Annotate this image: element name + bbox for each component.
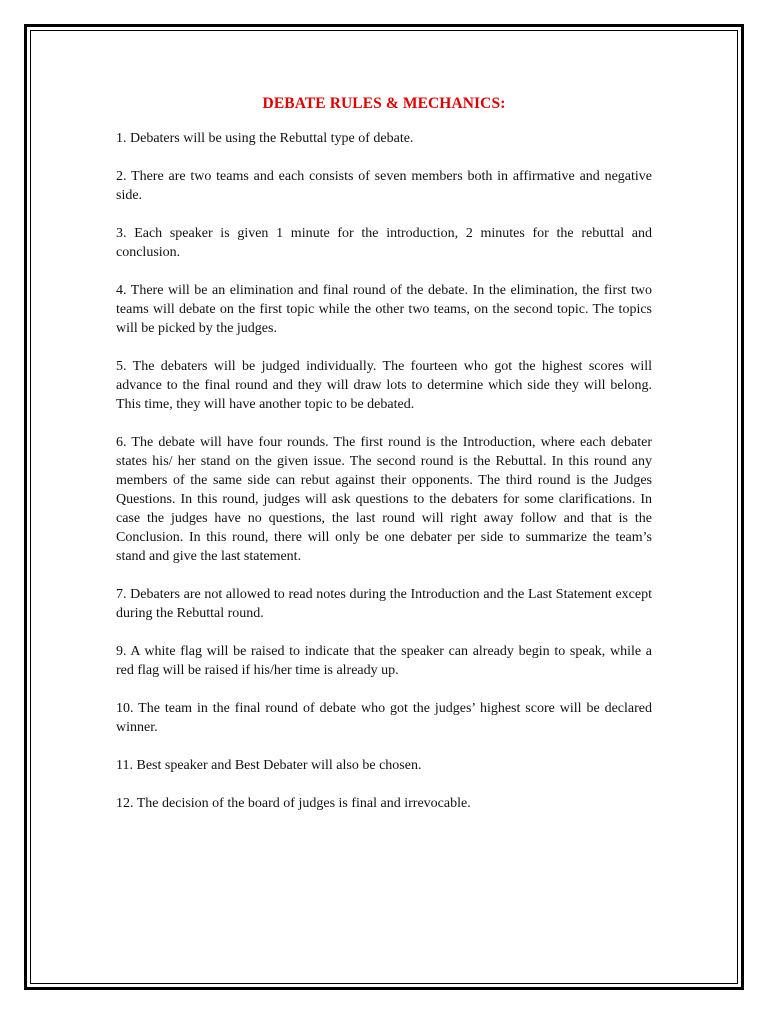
rule-item: 1. Debaters will be using the Rebuttal type of debate. bbox=[116, 131, 414, 146]
rule-item: 4. There will be an elimination and final round of the debate. In the elimination, the first two teams will debate on the first topic while the other two teams, on the second topic. The topics will be picked by the judges. bbox=[116, 283, 652, 336]
rule-item: 6. The debate will have four rounds. The first round is the Introduction, where each debater states his/ her stand on the given issue. The second round is the Rebuttal. In this round any members of the same side can rebut against their opponents. The third round is the Judges Questions. In this round, judges will ask questions to the debaters for some clarifications. In case the judges have no questions, the last round will right away follow and that is the Conclusion. In this round, there will only be one debater per side to summarize the team’s stand and give the last statement. bbox=[116, 435, 652, 564]
rule-item: 5. The debaters will be judged individually. The fourteen who got the highest scores will advance to the final round and they will draw lots to determine which side they will belong. This time, they will have another topic to be debated. bbox=[116, 359, 652, 412]
rule-item: 9. A white flag will be raised to indicate that the speaker can already begin to speak, while a red flag will be raised if his/her time is already up. bbox=[116, 644, 652, 678]
rule-item: 11. Best speaker and Best Debater will also be chosen. bbox=[116, 758, 422, 773]
rule-item: 2. There are two teams and each consists of seven members both in affirmative and negative side. bbox=[116, 169, 652, 203]
rule-item: 3. Each speaker is given 1 minute for the introduction, 2 minutes for the rebuttal and conclusion. bbox=[116, 226, 652, 260]
rule-item: 12. The decision of the board of judges is final and irrevocable. bbox=[116, 796, 471, 811]
rule-item: 10. The team in the final round of debate who got the judges’ highest score will be declared winner. bbox=[116, 701, 652, 735]
document-body bbox=[116, 94, 652, 832]
rule-item: 7. Debaters are not allowed to read notes during the Introduction and the Last Statement except during the Rebuttal round. bbox=[116, 587, 652, 621]
document-title: DEBATE RULES & MECHANICS: bbox=[262, 95, 506, 112]
